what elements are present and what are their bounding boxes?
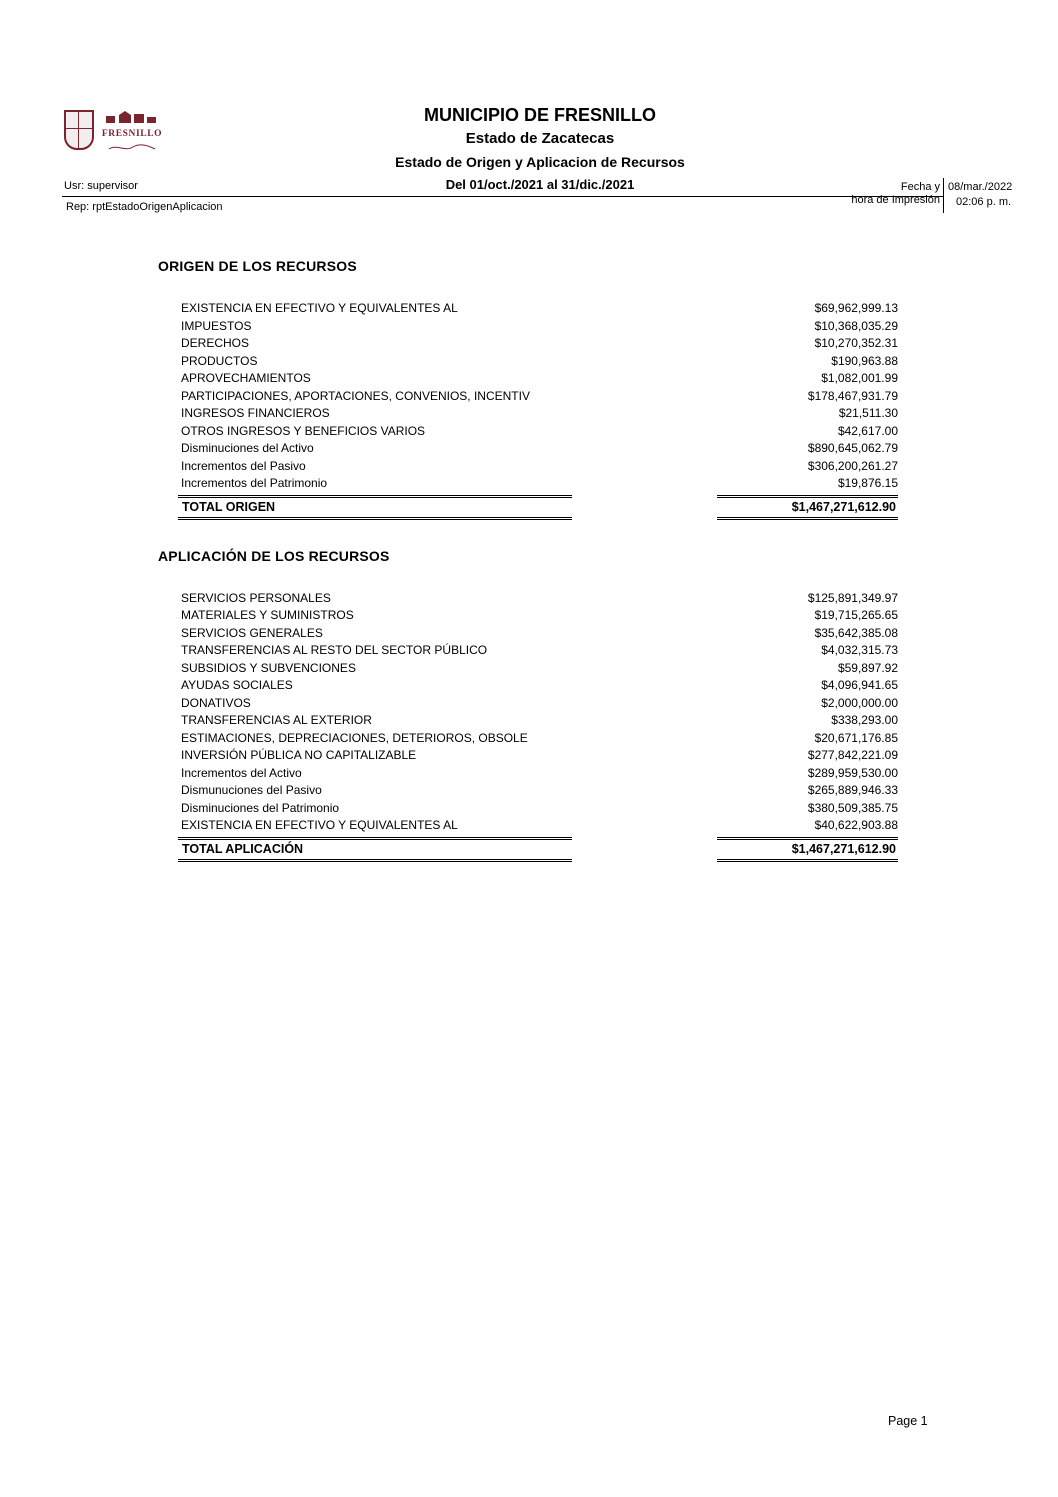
table-row xyxy=(181,625,898,643)
row-label: TRANSFERENCIAS AL RESTO DEL SECTOR PÚBLICO xyxy=(181,643,488,657)
table-row xyxy=(181,440,898,458)
row-amount: $265,889,946.33 xyxy=(807,783,898,797)
row-label: EXISTENCIA EN EFECTIVO Y EQUIVALENTES AL xyxy=(181,818,458,832)
table-row xyxy=(181,318,898,336)
row-amount: $4,096,941.65 xyxy=(821,678,898,692)
report-body xyxy=(158,258,898,862)
row-amount: $338,293.00 xyxy=(831,713,898,727)
table-row xyxy=(181,712,898,730)
row-label: Disminuciones del Patrimonio xyxy=(181,800,340,815)
table-row xyxy=(181,458,898,476)
total-origen-amount: $1,467,271,612.90 xyxy=(717,495,898,520)
row-amount: $380,509,385.75 xyxy=(807,800,898,815)
row-amount: $190,963.88 xyxy=(831,353,898,368)
row-amount: $20,671,176.85 xyxy=(814,730,898,745)
row-label: INGRESOS FINANCIEROS xyxy=(181,406,330,420)
row-label: EXISTENCIA EN EFECTIVO Y EQUIVALENTES AL xyxy=(181,301,458,315)
row-label: DERECHOS xyxy=(181,336,250,350)
table-row xyxy=(181,475,898,493)
row-label: ESTIMACIONES, DEPRECIACIONES, DETERIOROS, OBSOLE xyxy=(181,730,528,745)
table-row xyxy=(181,747,898,765)
table-row xyxy=(181,660,898,678)
origen-rows xyxy=(181,300,898,493)
row-label: SUBSIDIOS Y SUBVENCIONES xyxy=(181,660,356,675)
print-label-line1: Fecha y xyxy=(900,181,940,193)
header-vertical-divider xyxy=(943,178,944,213)
row-amount: $2,000,000.00 xyxy=(821,695,898,710)
print-date: 08/mar./2022 xyxy=(948,181,1013,193)
row-label: Incrementos del Pasivo xyxy=(181,458,306,473)
section-origen xyxy=(158,258,898,520)
table-row xyxy=(181,695,898,713)
table-row xyxy=(181,730,898,748)
row-label: PARTICIPACIONES, APORTACIONES, CONVENIOS, INCENTIV xyxy=(181,388,530,403)
print-datetime-value xyxy=(948,181,1054,209)
total-aplicacion-amount: $1,467,271,612.90 xyxy=(717,837,898,862)
logo-text: FRESNILLO xyxy=(101,129,163,139)
table-row xyxy=(181,388,898,406)
row-label: Disminuciones del Activo xyxy=(181,441,314,455)
table-row xyxy=(181,607,898,625)
page-title: MUNICIPIO DE FRESNILLO xyxy=(423,105,656,125)
report-name: Estado de Origen y Aplicacion de Recursos xyxy=(395,154,685,170)
row-amount: $21,511.30 xyxy=(838,406,898,420)
table-row xyxy=(181,782,898,800)
row-label: OTROS INGRESOS Y BENEFICIOS VARIOS xyxy=(181,423,426,438)
row-amount: $40,622,903.88 xyxy=(814,818,898,832)
row-label: PRODUCTOS xyxy=(181,353,258,368)
row-amount: $178,467,931.79 xyxy=(807,388,898,403)
table-row xyxy=(181,800,898,818)
row-amount: $10,270,352.31 xyxy=(814,336,898,350)
row-label: Incrementos del Patrimonio xyxy=(181,476,328,490)
row-amount: $19,876.15 xyxy=(837,476,898,490)
row-label: IMPUESTOS xyxy=(181,318,252,333)
total-aplicacion-row xyxy=(178,837,898,862)
state-subtitle: Estado de Zacatecas xyxy=(465,130,615,147)
report-header xyxy=(80,105,1000,192)
total-origen-row xyxy=(178,495,898,520)
table-row xyxy=(181,370,898,388)
page-number: Page 1 xyxy=(888,1414,928,1428)
row-amount: $42,617.00 xyxy=(837,423,898,438)
row-amount: $4,032,315.73 xyxy=(821,643,898,657)
row-label: SERVICIOS GENERALES xyxy=(181,625,323,640)
row-amount: $890,645,062.79 xyxy=(807,441,898,455)
row-label: AYUDAS SOCIALES xyxy=(181,678,293,692)
row-label: TRANSFERENCIAS AL EXTERIOR xyxy=(181,713,372,727)
row-amount: $289,959,530.00 xyxy=(807,765,898,780)
row-label: Dismunuciones del Pasivo xyxy=(181,783,322,797)
table-row xyxy=(181,353,898,371)
row-amount: $19,715,265.65 xyxy=(814,608,898,622)
row-label: DONATIVOS xyxy=(181,695,251,710)
row-amount: $10,368,035.29 xyxy=(814,318,898,333)
row-label: MATERIALES Y SUMINISTROS xyxy=(181,608,354,622)
table-row xyxy=(181,590,898,608)
table-row xyxy=(181,423,898,441)
row-label: INVERSIÓN PÚBLICA NO CAPITALIZABLE xyxy=(181,748,417,762)
table-row xyxy=(181,405,898,423)
aplicacion-rows xyxy=(181,590,898,835)
table-row xyxy=(181,642,898,660)
row-amount: $125,891,349.97 xyxy=(807,590,898,605)
table-row xyxy=(181,765,898,783)
report-id-label: Rep: rptEstadoOrigenAplicacion xyxy=(66,201,223,213)
table-row xyxy=(181,677,898,695)
total-origen-label: TOTAL ORIGEN xyxy=(178,495,572,520)
section-aplicacion xyxy=(158,548,898,862)
report-period: Del 01/oct./2021 al 31/dic./2021 xyxy=(445,177,635,192)
row-amount: $306,200,261.27 xyxy=(807,458,898,473)
row-label: SERVICIOS PERSONALES xyxy=(181,590,331,605)
print-label-line2: hora de Impresión xyxy=(851,194,940,206)
user-label: Usr: supervisor xyxy=(64,180,138,192)
total-aplicacion-label: TOTAL APLICACIÓN xyxy=(178,837,572,862)
section-heading-aplicacion: APLICACIÓN DE LOS RECURSOS xyxy=(158,547,390,564)
row-amount: $69,962,999.13 xyxy=(814,301,898,315)
row-amount: $59,897.92 xyxy=(837,660,898,675)
row-label: Incrementos del Activo xyxy=(181,765,302,780)
row-amount: $35,642,385.08 xyxy=(814,625,898,640)
row-label: APROVECHAMIENTOS xyxy=(181,371,311,385)
row-amount: $277,842,221.09 xyxy=(807,748,898,762)
print-datetime-label xyxy=(810,181,940,207)
table-row xyxy=(181,817,898,835)
print-time: 02:06 p. m. xyxy=(956,196,1012,208)
row-amount: $1,082,001.99 xyxy=(821,371,898,385)
table-row xyxy=(181,335,898,353)
table-row xyxy=(181,300,898,318)
section-heading-origen: ORIGEN DE LOS RECURSOS xyxy=(158,258,357,274)
